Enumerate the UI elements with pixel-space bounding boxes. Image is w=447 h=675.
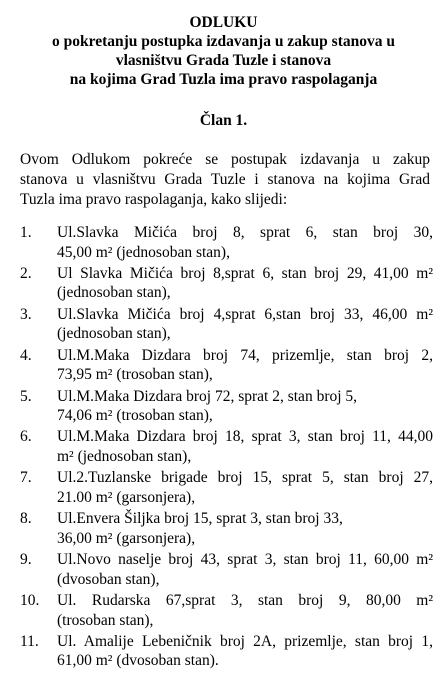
item-number: 8. (20, 510, 32, 528)
item-text: Ul.Slavka Mičića broj 8, sprat 6, stan broj 30, (57, 224, 433, 241)
document-title-line-2: o pokretanju postupka izdavanja u zakup stanova u (52, 33, 395, 50)
intro-line: Ovom Odlukom pokreće se postupak izdavanja u zakup (20, 151, 430, 168)
item-text: (jednosoban stan), (57, 284, 171, 302)
document-title-line-3: vlasništvu Grada Tuzle i stanova (115, 52, 332, 69)
item-number: 7. (20, 469, 32, 487)
item-text: Ul.M.Maka Dizdara broj 18, sprat 3, stan broj 11, 44,00 (57, 428, 433, 446)
item-text: m² (jednosoban stan), (57, 447, 192, 465)
item-text: Ul. Rudarska 67,sprat 3, stan broj 9, 80,00 m² (57, 592, 433, 610)
item-text: Ul.2.Tuzlanske brigade broj 15, sprat 5, stan broj 27, (57, 469, 433, 487)
item-text: Ul.Slavka Mičića broj 4,sprat 6,stan broj 33, 46,00 m² (57, 305, 433, 323)
item-number: 3. (20, 305, 32, 323)
item-text: (dvosoban stan), (57, 570, 160, 588)
list-item (20, 632, 433, 671)
item-text: 61,00 m² (dvosoban stan). (57, 652, 219, 670)
item-text: Ul.M.Maka Dizdara broj 72, sprat 2, stan broj 5, (57, 387, 358, 405)
list-item (20, 509, 433, 548)
list-item (20, 346, 433, 385)
intro-line: Tuzla ima pravo raspolaganja, kako slijedi: (20, 191, 288, 208)
item-text: (jednosoban stan), (57, 325, 171, 343)
apartment-list (20, 223, 433, 673)
item-number: 1. (20, 224, 32, 241)
list-item (20, 591, 433, 630)
intro-line: stanova u vlasništvu Grada Tuzle i stanova na kojima Grad (20, 171, 430, 188)
article-heading: Član 1. (199, 112, 248, 129)
list-item (20, 468, 433, 507)
item-text: 21.00 m² (garsonjera), (57, 488, 196, 506)
item-text: Ul.Envera Šiljka broj 15, sprat 3, stan broj 33, (57, 510, 343, 528)
item-number: 9. (20, 551, 32, 569)
item-text: 74,06 m² (trosoban stan), (57, 407, 213, 425)
item-number: 10. (20, 592, 40, 610)
item-text: (trosoban stan), (57, 611, 154, 629)
list-item (20, 427, 433, 466)
item-text: 45,00 m² (jednosoban stan), (57, 243, 230, 261)
item-number: 4. (20, 346, 32, 364)
item-text: 36,00 m² (garsonjera), (57, 529, 196, 547)
item-number: 6. (20, 428, 32, 446)
item-text: Ul. Amalije Lebeničnik broj 2A, prizemlje, stan broj 1, (57, 632, 433, 650)
intro-paragraph (20, 150, 430, 210)
list-item (20, 305, 433, 344)
item-text: Ul Slavka Mičića broj 8,sprat 6, stan broj 29, 41,00 m² (57, 264, 433, 282)
item-text: Ul.Novo naselje broj 43, sprat 3, stan broj 11, 60,00 m² (57, 551, 433, 569)
list-item (20, 550, 433, 589)
list-item (20, 387, 433, 426)
item-number: 5. (20, 387, 32, 405)
item-text: Ul.M.Maka Dizdara broj 74, prizemlje, stan broj 2, (57, 346, 433, 364)
item-text: 73,95 m² (trosoban stan), (57, 366, 213, 384)
list-item (20, 223, 433, 262)
item-number: 11. (20, 632, 39, 650)
list-item (20, 264, 433, 303)
item-number: 2. (20, 264, 32, 282)
document-title-line-4: na kojima Grad Tuzla ima pravo raspolaganja (69, 71, 378, 88)
document-title: ODLUKU (189, 14, 258, 31)
